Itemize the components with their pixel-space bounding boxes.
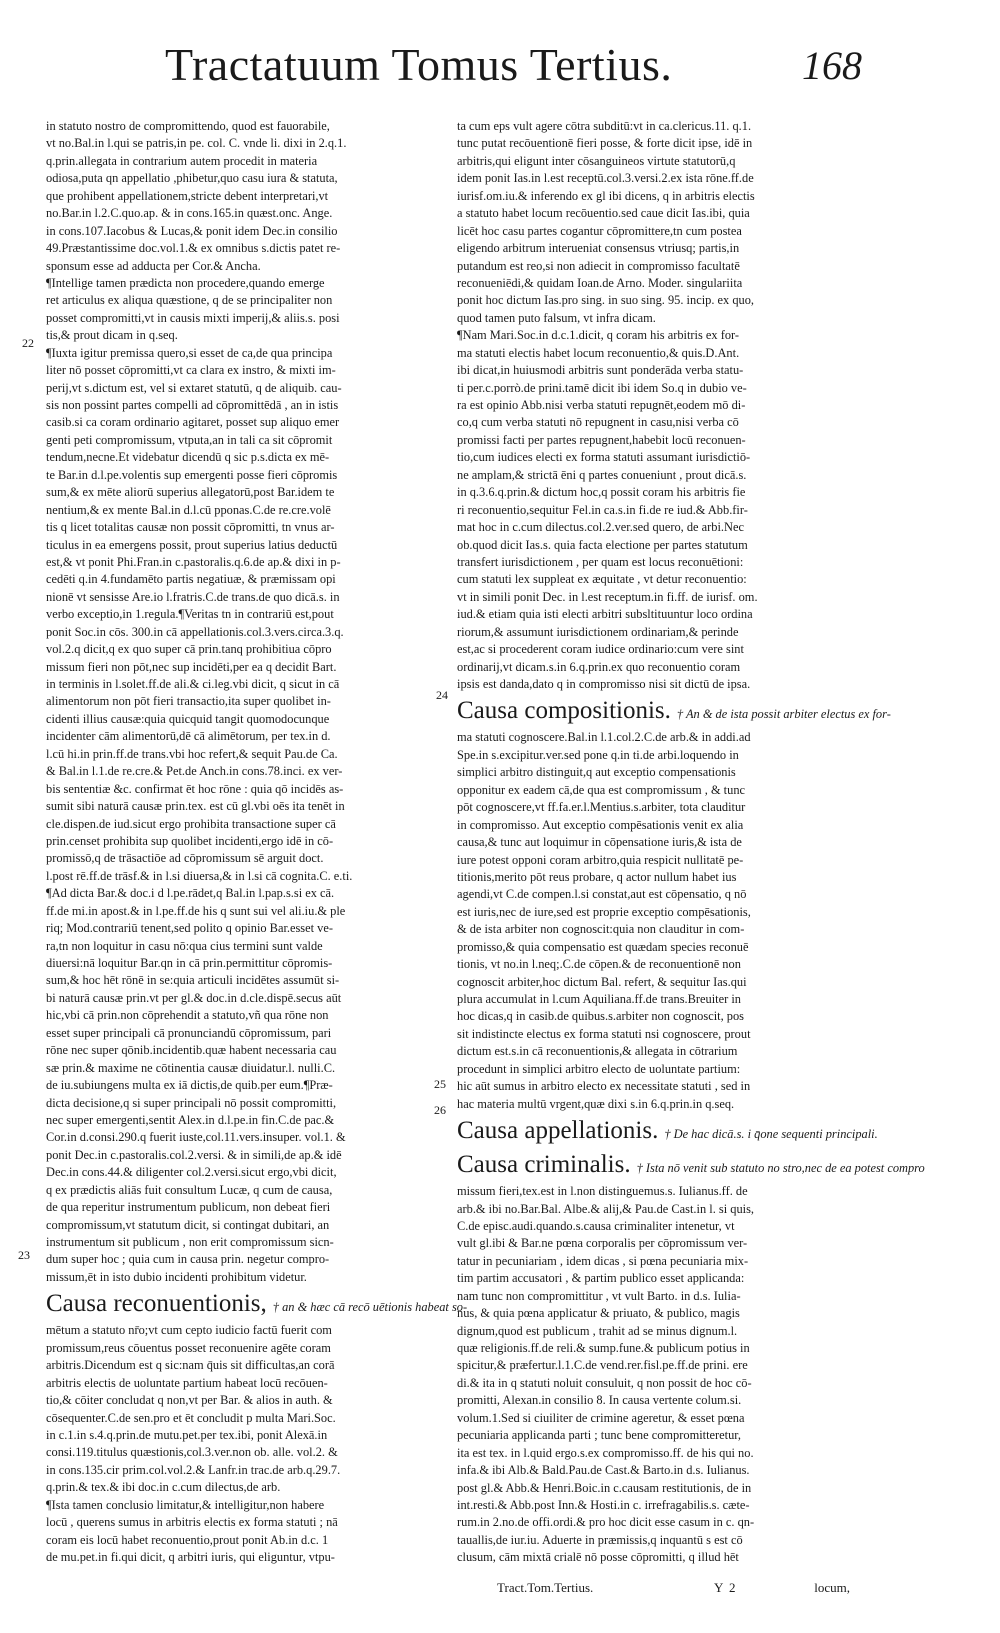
text-line: pecuniaria applicanda parti ; tunc bene compromitteretur, bbox=[457, 1428, 742, 1443]
text-line: l.cū hi.in prin.ff.de trans.vbi hoc refert,& sequit Pau.de Ca. bbox=[46, 746, 338, 761]
text-line: & Bal.in l.1.de re.cre.& Pet.de Anch.in cons.78.inci. ex ver- bbox=[46, 764, 343, 779]
rubric-appellationis bbox=[457, 1117, 878, 1147]
rubric-reconuentionis bbox=[46, 1290, 468, 1320]
text-line: que prohibent appellationem,stricte debent interpretari,vt bbox=[46, 188, 329, 203]
text-line: casib.si ca coram ordinario agitaret, posset sup aliquo emer bbox=[46, 415, 340, 430]
text-line: Cor.in d.consi.290.q fuerit iuste,col.11.vers.insuper. vol.1. & bbox=[46, 1130, 346, 1145]
text-line: q.prin.allegata in contrarium autem procedit in materia bbox=[46, 153, 318, 168]
text-line: transfert iurisdictionem , per quam est locus reconuētioni: bbox=[457, 554, 744, 569]
text-line: ra,tn non loquitur in casu nō:qua cius termini sunt valde bbox=[46, 938, 323, 953]
text-line: vol.2.q dicit,q ex quo super cā prin.tanq prohibitiua cōpro bbox=[46, 642, 332, 657]
text-line: incidenter cām alimentorū,dē cā alimētorum, per tex.in d. bbox=[46, 729, 331, 744]
text-line: arbitris,qui eligunt inter cōsanguineos virtute statutorū,q bbox=[457, 153, 736, 168]
text-line: bis sententiæ &c. confirmat ēt hoc rōne : quia qō incidēs as- bbox=[46, 781, 344, 796]
text-line: tis q licet totalitas causæ non possit cōpromitti, tn vnus ar- bbox=[46, 520, 335, 535]
text-line: est iuris,nec de iure,sed est proprie exceptio compēsationis, bbox=[457, 904, 751, 919]
page-title: Tractatuum Tomus Tertius. bbox=[165, 39, 673, 90]
page-number: 168 bbox=[802, 43, 862, 88]
text-line: 49.Præstantissime doc.vol.1.& ex omnibus s.dictis patet re- bbox=[46, 241, 341, 256]
text-line: q ex prædictis aliās fuit consultum Lucæ, q cum de causa, bbox=[46, 1182, 333, 1197]
text-line: cōsequenter.C.de sen.pro et ēt concludit p multa Mari.Soc. bbox=[46, 1410, 336, 1425]
text-line: rōne nec super qōnib.incidentib.quæ habent necessaria cau bbox=[46, 1043, 337, 1058]
rubric-compositionis-tail: † An & de ista possit arbiter electus ex for- bbox=[676, 707, 891, 722]
text-line: est,ac si procederent coram iudice ordinario:cum vere sint bbox=[457, 642, 744, 657]
text-line: in statuto nostro de compromittendo, quod est fauorabile, bbox=[46, 119, 330, 133]
text-line: arbitris.Dicendum est q sic:nam q̄uis sit difficultas,an corā bbox=[46, 1358, 335, 1373]
text-line: ff.de mi.in apost.& in l.pe.ff.de his q sunt sui vel ali.iu.& ple bbox=[46, 903, 346, 918]
text-line: ponit Soc.in cōs. 300.in cā appellationis.col.3.vers.circa.3.q. bbox=[46, 624, 344, 639]
text-line: quæ religionis.ff.de reli.& sump.fune.& publicum potius in bbox=[457, 1341, 750, 1355]
left-column bbox=[46, 118, 468, 1566]
text-line: ¶Intellige tamen prædicta non procedere,quando emerge bbox=[46, 275, 325, 290]
rubric-criminalis-title: Causa criminalis. bbox=[457, 1151, 631, 1179]
text-line: ma statuti cognoscere.Bal.in l.1.col.2.C.de arb.& in addi.ad bbox=[457, 730, 751, 745]
text-line: in cons.107.Iacobus & Lucas,& ponit idem Dec.in consilio bbox=[46, 223, 338, 238]
text-line: sum,& ex mēte aliorū superius allegatorū,post Bar.idem te bbox=[46, 485, 335, 500]
text-line: bi naturā causæ prin.vt per gl.& doc.in d.cle.dispē.secus aūt bbox=[46, 990, 342, 1005]
text-line: dum super hoc ; quia cum in causa prin. negetur compro- bbox=[46, 1252, 330, 1267]
text-line: ret articulus ex aliqua quæstione, q de se principaliter non bbox=[46, 293, 333, 308]
margin-number-22: 22 bbox=[22, 336, 34, 350]
text-line: ti per.c.porrò.de prini.tamē dicit ibi idem So.q in dubio ve- bbox=[457, 380, 747, 395]
text-line: mat hoc in c.cum dilectus.col.2.ver.sed quero, de arbi.Nec bbox=[457, 520, 744, 535]
text-line: dignum,quod est publicum , trahit ad se minus dignum.l. bbox=[457, 1323, 738, 1338]
text-line: sit indistincte electus ex forma statuti nsi cognoscere, prout bbox=[457, 1026, 751, 1041]
text-line: arb.& ibi no.Bar.Bal. Albe.& alij,& Pau.de Cast.in l. si quis, bbox=[457, 1201, 755, 1216]
text-line: promitti, Alexan.in consilio 8. In causa vertente colum.si. bbox=[457, 1393, 742, 1408]
text-line: tendum,necne.Et videbatur dicendū q sic p.s.dicta ex mē- bbox=[46, 450, 330, 465]
text-line: & de ista arbiter non cognoscit:quia non clauditur in com- bbox=[457, 922, 745, 937]
text-line: instrumentum sit publicum , non erit compromissum sicn- bbox=[46, 1235, 334, 1249]
text-line: tauallis,de iur.iu. Aduerte in præmissis,q inquantū s est cō bbox=[457, 1532, 743, 1547]
text-line: Dec.in cons.44.& diligenter col.2.versi.sicut ergo,vbi dicit, bbox=[46, 1165, 337, 1180]
text-line: ticulus in ea emergens possit, prout superius latius deductū bbox=[46, 537, 338, 552]
text-line: ita est tex. in l.quid ergo.s.ex compromisso.ff. de his qui no. bbox=[457, 1445, 754, 1460]
text-line: no.Bar.in l.2.C.quo.ap. & in cons.165.in quæst.onc. Ange. bbox=[46, 206, 333, 221]
text-line: ne amplam,& strictā ēni q partes conueniunt , prout dicā.s. bbox=[457, 467, 747, 482]
text-line: ¶Ad dicta Bar.& doc.i d l.pe.rādet,q Bal.in l.pap.s.si ex cā. bbox=[46, 886, 335, 901]
text-line: promissō,q de trāsactiōe ad cōpromissum sē arguit doct. bbox=[46, 851, 324, 866]
text-line: verbo exceptio,in 1.regula.¶Veritas tn in contrariū est,pout bbox=[46, 607, 334, 622]
text-line: opponitur ex eadem cā,de qua est compromissum , & tunc bbox=[457, 782, 746, 797]
running-header bbox=[0, 38, 1000, 108]
text-line: de qua reperitur instrumentum publicum, non debeat fieri bbox=[46, 1200, 331, 1215]
rubric-appellationis-title: Causa appellationis. bbox=[457, 1117, 659, 1145]
text-line: ipsis est danda,dato q in compromisso nisi sit dictū de ipsa. bbox=[457, 677, 751, 691]
text-line: riq; Mod.contrariū tenent,sed polito q opinio Bar.esset ve- bbox=[46, 921, 333, 936]
text-line: vult gl.ibi & Bar.ne pœna corporalis per cōpromissum ver- bbox=[457, 1236, 748, 1251]
text-line: consi.119.titulus quæstionis,col.3.ver.non ob. alle. vol.2. & bbox=[46, 1445, 338, 1460]
text-line: tim partim accusatori , & partim publico esset applicanda: bbox=[457, 1271, 745, 1286]
right-column bbox=[457, 118, 925, 1567]
text-line: C.de episc.audi.quando.s.causa criminaliter intenetur, vt bbox=[457, 1218, 735, 1233]
text-line: clusum, cām mixtā crialē nō posse cōpromitti, q illud hēt bbox=[457, 1550, 739, 1565]
text-line: pōt cognoscere,vt ff.fa.er.l.Mentius.s.arbiter, tota clauditur bbox=[457, 800, 746, 815]
text-line: ta cum eps vult agere cōtra subditū:vt in ca.clericus.11. q.1. bbox=[457, 119, 752, 133]
text-line: sponsum esse ad adducta per Cor.& Ancha. bbox=[46, 258, 261, 273]
text-line: ma statuti electis habet locum reconuentio,& quis.D.Ant. bbox=[457, 345, 740, 360]
text-line: nionē vt sensisse Are.io l.fratris.C.de trans.de quo dicā.s. in bbox=[46, 589, 340, 604]
text-line: reconueniēdi,& quidam Ioan.de Arno. Moder. singulariita bbox=[457, 275, 743, 290]
text-line: infa.& ibi Alb.& Bald.Pau.de Cast.& Barto.in d.s. Iulianus. bbox=[457, 1463, 750, 1478]
rubric-criminalis-tail: † Ista nō venit sub statuto no stro,nec de ea potest compro bbox=[636, 1161, 925, 1176]
text-line: nentium,& ex mente Bal.in d.l.cū pponas.C.de re.cre.volē bbox=[46, 502, 331, 517]
text-line: arbitris electis de uoluntate partium habeat locū recōuen- bbox=[46, 1375, 328, 1390]
footer-signature: Tract.Tom.Tertius. bbox=[497, 1580, 594, 1595]
text-line: promisso,& quia compensatio est quædam species reconuē bbox=[457, 939, 749, 954]
text-line: diuersi:nā loquitur Bar.qn in cā prin.permittitur cōpromis- bbox=[46, 956, 333, 970]
text-line: vt no.Bal.in l.qui se patris,in pe. col. C. vnde li. dixi in 2.q.1. bbox=[46, 136, 347, 151]
text-line: promissi facti per partes repugnent,habebit locū reconuen- bbox=[457, 432, 746, 447]
text-line: eligendo arbitrum interueniat consensus vtriusq; partis,in bbox=[457, 241, 740, 256]
margin-number-23: 23 bbox=[18, 1248, 30, 1262]
text-line: iud.& etiam quia isti electi arbitri subsltituuntur loco ordina bbox=[457, 607, 753, 622]
rubric-reconuentionis-title: Causa reconuentionis, bbox=[46, 1290, 267, 1318]
text-line: alimentorum non pōt fieri transactio,ita super quolibet in- bbox=[46, 694, 331, 709]
text-line: ¶Nam Mari.Soc.in d.c.1.dicit, q coram his arbitris ex for- bbox=[457, 328, 740, 343]
text-line: tio,& cōiter concludat q non,vt per Bar. & alios in auth. & bbox=[46, 1393, 333, 1408]
text-line: ra est opinio Abb.nisi verba statuti repugnēt,eodem mō di- bbox=[457, 398, 746, 412]
text-line: posset compromitti,vt in causis mixti imperij,& aliis.s. posi bbox=[46, 310, 340, 325]
text-line: cum statuti lex suppleat ex æquitate , vt detur reconuentio: bbox=[457, 572, 747, 587]
text-line: hic aūt sumus in arbitro electo ex necessitate statuti , sed in bbox=[457, 1079, 751, 1094]
text-line: in terminis in l.solet.ff.de ali.& ci.leg.vbi dicit, q sicut in cā bbox=[46, 677, 340, 691]
text-line: in q.3.6.q.prin.& dictum hoc,q possit coram his arbitris fie bbox=[457, 485, 746, 500]
text-line: causa,& tunc aut loquimur in cōpensatione iuris,& ista de bbox=[457, 835, 742, 850]
text-line: tio,cum iudices electi ex forma statuti assumant iurisdictiō- bbox=[457, 450, 751, 465]
text-line: spicitur,& præfertur.l.1.C.de vend.rer.fisl.pe.ff.de prini. ere bbox=[457, 1358, 748, 1373]
text-line: quod tamen puto falsum, vt infra dicam. bbox=[457, 310, 656, 325]
text-line: hoc dicas,q in casib.de quibus.s.arbiter non cognoscit, pos bbox=[457, 1009, 744, 1024]
text-line: missum,ēt in isto dubio incidenti prohibitum videtur. bbox=[46, 1269, 307, 1284]
text-line: a statuto habet locum recōuentio.sed caue dicit Ias.ibi, quia bbox=[457, 206, 750, 221]
text-line: iure potest opponi coram arbitro,quia respicit nullitatē pe- bbox=[457, 852, 744, 867]
text-line: simplici arbitro distinguit,q aut exceptio compensationis bbox=[457, 765, 736, 780]
signature-mark-letter: Y bbox=[714, 1580, 724, 1595]
text-line: co,q cum verba statuti nō repugnent in casu,nisi verba cō bbox=[457, 415, 739, 430]
text-line: ibi dicat,in huiusmodi arbitris sunt ponderāda verba statu- bbox=[457, 363, 744, 378]
page-footer bbox=[457, 1580, 850, 1600]
text-line: Spe.in s.excipitur.ver.sed pone q.in ti.de arbi.loquendo in bbox=[457, 747, 739, 762]
text-line: in c.1.in s.4.q.prin.de mutu.pet.per tex.ibi, ponit Alexā.in bbox=[46, 1427, 328, 1442]
text-line: mētum a statuto nr̄o;vt cum cepto iudicio factū fuerit com bbox=[46, 1323, 332, 1338]
margin-number-26: 26 bbox=[434, 1103, 446, 1117]
signature-mark-number: 2 bbox=[729, 1580, 736, 1595]
catchword: locum, bbox=[814, 1580, 850, 1595]
text-line: missum fieri,tex.est in l.non distinguemus.s. Iulianus.ff. de bbox=[457, 1184, 748, 1199]
text-line: tunc putat recōuentionē fieri posse, & forte dicit ipse, idē in bbox=[457, 136, 753, 151]
text-line: rum.in 2.no.de offi.ordi.& pro hoc dicit esse casum in c. qn- bbox=[457, 1515, 755, 1530]
text-line: dicta decisione,q si super principali nō possit compromitti, bbox=[46, 1095, 337, 1110]
text-line: ordinarij,vt dicam.s.in 6.q.prin.ex quo reconuentio coram bbox=[457, 659, 741, 674]
text-line: l.post rē.ff.de trāsf.& in l.si diuersa,& in l.si cā cognita.C. e.ti. bbox=[46, 868, 353, 883]
text-line: tionis, vt no.in l.neq;.C.de cōpen.& de reconuentionē non bbox=[457, 957, 741, 972]
text-line: idem ponit Ias.in l.est receptū.col.3.versi.2.ex ista rōne.ff.de bbox=[457, 171, 754, 186]
margin-number-25: 25 bbox=[434, 1077, 446, 1091]
text-line: tis,& prout dicam in q.seq. bbox=[46, 328, 178, 343]
text-line: ob.quod dicit Ias.s. quia facta electione per partes statutum bbox=[457, 537, 748, 552]
text-line: putandum est reo,si non adiecit in compromisso facultatē bbox=[457, 258, 740, 273]
rubric-appellationis-tail: † De hac dicā.s. i q̄one sequenti principali. bbox=[664, 1127, 878, 1142]
text-line: tatur in pecuniariam , idem dicas , si pœna pecuniaria mix- bbox=[457, 1253, 749, 1268]
text-line: ¶Iuxta igitur premissa quero,si esset de ca,de qua principa bbox=[46, 345, 333, 360]
text-line: nam tunc non compromittitur , vt vult Barto. in d.s. Iulia- bbox=[457, 1288, 741, 1303]
text-line: coram eis locū habet reconuentio,prout ponit Ab.in d.c. 1 bbox=[46, 1532, 329, 1547]
text-line: cidenti illius causæ:quia quicquid tangit quomodocunque bbox=[46, 711, 330, 726]
text-line: promissum,reus cōuentus posset reconuenire agēte coram bbox=[46, 1340, 331, 1355]
text-line: int.resti.& Abb.post Inn.& Hosti.in c. irrefragabilis.s. cæte- bbox=[457, 1497, 750, 1512]
text-line: vt in simili ponit Dec. in l.est receptum.in fi.ff. de iurisf. om. bbox=[457, 589, 758, 604]
text-line: cognoscit arbiter,hoc dictum Bal. refert, & sequitur Ias.qui bbox=[457, 974, 747, 989]
text-line: te Bar.in d.l.pe.volentis sup emergenti posse fieri cōpromis bbox=[46, 467, 338, 482]
text-line: procedunt in simplici arbitro electo de uoluntate partium: bbox=[457, 1061, 741, 1076]
text-line: di.& ita in q statuti noluit consuluit, q non possit de hoc cō- bbox=[457, 1375, 752, 1390]
rubric-compositionis bbox=[457, 697, 891, 727]
text-line: ponit hoc dictum Ias.pro sing. in suo sing. 95. incip. ex quo, bbox=[457, 293, 755, 308]
text-line: de iu.subiungens multa ex iā dictis,de quib.per eum.¶Præ- bbox=[46, 1078, 333, 1093]
text-line: q.prin.& tex.& ibi doc.in c.cum dilectus,de arb. bbox=[46, 1480, 281, 1495]
text-line: ri reconuentio,sequitur Fel.in ca.s.in fi.de re iud.& Abb.fir- bbox=[457, 502, 748, 517]
text-line: in cons.135.cir prim.col.vol.2.& Lanfr.in trac.de arb.q.29.7. bbox=[46, 1462, 341, 1477]
text-line: plura accumulat in l.cum Aquiliana.ff.de trans.Breuiter in bbox=[457, 992, 741, 1006]
text-line: cedēti q.in 4.fundamēto partis negatiuæ, & præmissam opi bbox=[46, 572, 336, 587]
text-line: nec super emergenti,sentit Alex.in d.l.pe.in fin.C.de pac.& bbox=[46, 1112, 335, 1127]
rubric-reconuentionis-tail: † an & hæc cā recō uētionis habeat so- bbox=[272, 1300, 468, 1315]
text-line: sæ prin.& maxime ne cōtinentia causæ diuidatur.l. nulli.C. bbox=[46, 1060, 336, 1075]
text-line: prin.censet prohibita sup quolibet incidenti,ergo idē in cō- bbox=[46, 833, 334, 848]
text-line: volum.1.Sed si ciuiliter de crimine ageretur, & esset pœna bbox=[457, 1410, 745, 1425]
text-line: odiosa,puta qn appellatio ,phibetur,quo casu iura & statuta, bbox=[46, 171, 338, 186]
text-line: in compromisso. Aut exceptio compēsationis venit ex alia bbox=[457, 817, 744, 832]
text-line: licēt hoc casu partes cogantur cōpromittere,tn cum postea bbox=[457, 223, 742, 238]
rubric-compositionis-title: Causa compositionis. bbox=[457, 697, 671, 725]
text-line: genti peti compromissum, vtputa,an in tali ca sit cōpromit bbox=[46, 432, 333, 447]
rubric-criminalis bbox=[457, 1151, 925, 1181]
text-line: riorum,& assumunt iurisdictionem ordinariam,& perinde bbox=[457, 624, 739, 639]
text-line: iurisf.om.iu.& inferendo ex gl ibi dicens, q in arbitris electis bbox=[457, 188, 755, 203]
text-line: hic,vbi cā prin.non cōprehendit a statuto,vñ qua rōne non bbox=[46, 1008, 329, 1023]
text-line: dictum est.s.in cā reconuentionis,& allegata in cōtrarium bbox=[457, 1044, 738, 1059]
text-line: ¶Ista tamen conclusio limitatur,& intelligitur,non habere bbox=[46, 1497, 325, 1512]
text-line: perij,vt s.dictum est, vel si extaret statutū, q de aliquib. cau- bbox=[46, 380, 342, 395]
text-line: agendi,vt C.de compen.l.si constat,aut est cōpensatio, q nō bbox=[457, 887, 747, 902]
text-line: sumit sibi naturā causæ prin.tex. est cū gl.vbi oēs ita tenēt in bbox=[46, 799, 345, 814]
text-line: ponit Dec.in c.pastoralis.col.2.versi. & in simili,de ap.& idē bbox=[46, 1147, 342, 1162]
text-line: nus, & quia pœna applicatur & priuato, & publico, magis bbox=[457, 1306, 740, 1321]
text-line: cle.dispen.de iud.sicut ergo prohibita transactione super cā bbox=[46, 816, 336, 831]
text-line: sis non possint partes compelli ad cōpromittēdā , an in istis bbox=[46, 398, 339, 412]
text-line: de mu.pet.in fi.qui dicit, q arbitri iuris, qui eliguntur, vtpu- bbox=[46, 1550, 335, 1564]
text-line: missum fieri non pōt,nec sup incidēti,per ea q decidit Bart. bbox=[46, 659, 337, 674]
text-line: hac materia multū vrgent,quæ dixi s.in 6.q.prin.in q.seq. bbox=[457, 1096, 735, 1111]
margin-number-24: 24 bbox=[436, 688, 448, 702]
text-line: titionis,merito pōt reus probare, q actor nullum habet ius bbox=[457, 869, 737, 884]
text-line: sum,& hoc hēt rōnē in se:quia articuli incidētes assumūt si- bbox=[46, 973, 340, 988]
text-line: locū , querens sumus in arbitris electis ex forma statuti ; nā bbox=[46, 1515, 338, 1530]
text-line: post gl.& Abb.& Henri.Boic.in c.causam restitutionis, de in bbox=[457, 1480, 752, 1495]
text-line: est,& vt ponit Phi.Fran.in c.pastoralis.q.6.de ap.& dixi in p- bbox=[46, 554, 341, 569]
text-line: liter nō posset cōpromitti,vt ca clara ex instro, & mixti im- bbox=[46, 363, 336, 378]
text-line: esset super principali cā pronunciandū cōpromissum, pari bbox=[46, 1025, 332, 1040]
text-line: compromissum,vt statutum dicit, si contingat dubitari, an bbox=[46, 1217, 330, 1232]
